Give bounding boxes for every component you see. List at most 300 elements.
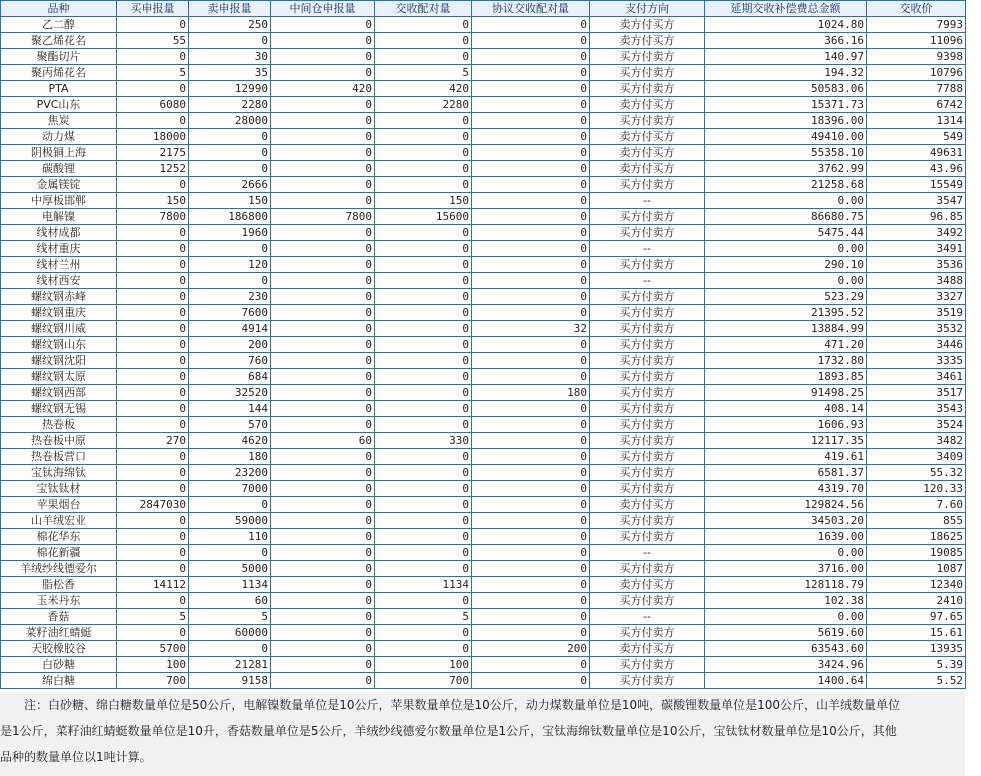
cell-agreement-matched-qty: 0 (472, 497, 590, 513)
cell-intermediate-qty: 60 (271, 433, 375, 449)
cell-sell-qty: 60 (189, 593, 271, 609)
cell-variety: 阴极铜上海 (1, 145, 117, 161)
cell-intermediate-qty: 0 (271, 609, 375, 625)
cell-intermediate-qty: 0 (271, 177, 375, 193)
cell-intermediate-qty: 0 (271, 33, 375, 49)
cell-matched-qty: 0 (375, 385, 472, 401)
cell-payment-direction: 买方付卖方 (590, 49, 705, 65)
table-row (1, 33, 966, 49)
cell-compensation-amount: 0.00 (705, 241, 867, 257)
cell-matched-qty: 0 (375, 17, 472, 33)
cell-variety: 热卷板中原 (1, 433, 117, 449)
cell-compensation-amount: 1024.80 (705, 17, 867, 33)
cell-delivery-price: 18625 (867, 529, 966, 545)
table-row (1, 337, 966, 353)
cell-delivery-price: 1087 (867, 561, 966, 577)
cell-compensation-amount: 0.00 (705, 193, 867, 209)
cell-intermediate-qty: 0 (271, 593, 375, 609)
cell-variety: 电解镍 (1, 209, 117, 225)
cell-agreement-matched-qty: 0 (472, 593, 590, 609)
cell-agreement-matched-qty: 0 (472, 529, 590, 545)
cell-payment-direction: 买方付卖方 (590, 513, 705, 529)
header-buy-qty: 买申报量 (117, 1, 189, 17)
cell-variety: 棉花华东 (1, 529, 117, 545)
cell-buy-qty: 0 (117, 257, 189, 273)
cell-buy-qty: 700 (117, 673, 189, 689)
cell-intermediate-qty: 0 (271, 321, 375, 337)
cell-matched-qty: 0 (375, 129, 472, 145)
cell-delivery-price: 3519 (867, 305, 966, 321)
cell-matched-qty: 0 (375, 465, 472, 481)
cell-sell-qty: 0 (189, 241, 271, 257)
cell-delivery-price: 15.61 (867, 625, 966, 641)
cell-buy-qty: 270 (117, 433, 189, 449)
cell-intermediate-qty: 0 (271, 465, 375, 481)
cell-matched-qty: 420 (375, 81, 472, 97)
cell-compensation-amount: 49410.00 (705, 129, 867, 145)
cell-agreement-matched-qty: 0 (472, 481, 590, 497)
cell-compensation-amount: 86680.75 (705, 209, 867, 225)
cell-intermediate-qty: 0 (271, 225, 375, 241)
table-row (1, 353, 966, 369)
cell-agreement-matched-qty: 0 (472, 33, 590, 49)
cell-sell-qty: 0 (189, 161, 271, 177)
cell-agreement-matched-qty: 0 (472, 545, 590, 561)
cell-delivery-price: 3488 (867, 273, 966, 289)
cell-sell-qty: 0 (189, 497, 271, 513)
cell-sell-qty: 230 (189, 289, 271, 305)
cell-agreement-matched-qty: 0 (472, 161, 590, 177)
table-row (1, 529, 966, 545)
cell-payment-direction: 买方付卖方 (590, 225, 705, 241)
table-header-row (1, 1, 966, 17)
cell-compensation-amount: 3716.00 (705, 561, 867, 577)
cell-sell-qty: 4914 (189, 321, 271, 337)
cell-compensation-amount: 523.29 (705, 289, 867, 305)
cell-agreement-matched-qty: 0 (472, 449, 590, 465)
cell-sell-qty: 110 (189, 529, 271, 545)
table-row (1, 497, 966, 513)
cell-variety: 螺纹钢赤峰 (1, 289, 117, 305)
cell-payment-direction: 买方付卖方 (590, 81, 705, 97)
cell-agreement-matched-qty: 0 (472, 577, 590, 593)
table-row (1, 113, 966, 129)
cell-matched-qty: 0 (375, 641, 472, 657)
cell-agreement-matched-qty: 0 (472, 337, 590, 353)
cell-sell-qty: 250 (189, 17, 271, 33)
cell-payment-direction: -- (590, 273, 705, 289)
table-row (1, 369, 966, 385)
cell-payment-direction: -- (590, 609, 705, 625)
cell-buy-qty: 7800 (117, 209, 189, 225)
cell-buy-qty: 1252 (117, 161, 189, 177)
cell-delivery-price: 3409 (867, 449, 966, 465)
cell-sell-qty: 150 (189, 193, 271, 209)
cell-compensation-amount: 63543.60 (705, 641, 867, 657)
cell-compensation-amount: 21258.68 (705, 177, 867, 193)
cell-buy-qty: 0 (117, 273, 189, 289)
cell-payment-direction: 买方付卖方 (590, 209, 705, 225)
table-row (1, 625, 966, 641)
cell-matched-qty: 0 (375, 321, 472, 337)
cell-payment-direction: 买方付卖方 (590, 673, 705, 689)
cell-buy-qty: 0 (117, 385, 189, 401)
cell-sell-qty: 7000 (189, 481, 271, 497)
cell-variety: 羊绒纱线德爱尔 (1, 561, 117, 577)
cell-matched-qty: 0 (375, 353, 472, 369)
cell-delivery-price: 1314 (867, 113, 966, 129)
cell-delivery-price: 12340 (867, 577, 966, 593)
cell-intermediate-qty: 0 (271, 481, 375, 497)
table-row (1, 577, 966, 593)
cell-matched-qty: 0 (375, 337, 472, 353)
cell-buy-qty: 0 (117, 17, 189, 33)
cell-buy-qty: 150 (117, 193, 189, 209)
cell-intermediate-qty: 0 (271, 289, 375, 305)
cell-agreement-matched-qty: 0 (472, 113, 590, 129)
cell-sell-qty: 5 (189, 609, 271, 625)
table-row (1, 161, 966, 177)
cell-compensation-amount: 290.10 (705, 257, 867, 273)
cell-variety: 聚丙烯花名 (1, 65, 117, 81)
cell-compensation-amount: 3424.96 (705, 657, 867, 673)
cell-variety: 螺纹钢太原 (1, 369, 117, 385)
cell-agreement-matched-qty: 0 (472, 417, 590, 433)
cell-agreement-matched-qty: 0 (472, 657, 590, 673)
cell-buy-qty: 14112 (117, 577, 189, 593)
cell-delivery-price: 10796 (867, 65, 966, 81)
cell-matched-qty: 0 (375, 369, 472, 385)
cell-payment-direction: 买方付卖方 (590, 433, 705, 449)
cell-agreement-matched-qty: 0 (472, 513, 590, 529)
cell-matched-qty: 0 (375, 449, 472, 465)
table-row (1, 513, 966, 529)
header-matched-qty: 交收配对量 (375, 1, 472, 17)
cell-variety: PTA (1, 81, 117, 97)
cell-matched-qty: 0 (375, 225, 472, 241)
cell-delivery-price: 55.32 (867, 465, 966, 481)
cell-matched-qty: 15600 (375, 209, 472, 225)
cell-matched-qty: 150 (375, 193, 472, 209)
cell-compensation-amount: 55358.10 (705, 145, 867, 161)
cell-agreement-matched-qty: 180 (472, 385, 590, 401)
cell-payment-direction: 卖方付买方 (590, 33, 705, 49)
table-row (1, 385, 966, 401)
cell-compensation-amount: 12117.35 (705, 433, 867, 449)
cell-agreement-matched-qty: 0 (472, 129, 590, 145)
cell-delivery-price: 3543 (867, 401, 966, 417)
cell-variety: 宝钛钛材 (1, 481, 117, 497)
cell-payment-direction: 买方付卖方 (590, 401, 705, 417)
cell-agreement-matched-qty: 0 (472, 673, 590, 689)
header-variety: 品种 (1, 1, 117, 17)
cell-variety: 碳酸锂 (1, 161, 117, 177)
cell-agreement-matched-qty: 0 (472, 145, 590, 161)
cell-buy-qty: 0 (117, 593, 189, 609)
cell-delivery-price: 3547 (867, 193, 966, 209)
cell-variety: 白砂糖 (1, 657, 117, 673)
cell-agreement-matched-qty: 0 (472, 433, 590, 449)
cell-compensation-amount: 1639.00 (705, 529, 867, 545)
cell-variety: 聚乙烯花名 (1, 33, 117, 49)
cell-compensation-amount: 0.00 (705, 273, 867, 289)
cell-sell-qty: 21281 (189, 657, 271, 673)
cell-variety: 线材兰州 (1, 257, 117, 273)
cell-variety: 线材重庆 (1, 241, 117, 257)
cell-delivery-price: 3536 (867, 257, 966, 273)
cell-variety: 宝钛海绵钛 (1, 465, 117, 481)
cell-buy-qty: 0 (117, 241, 189, 257)
cell-matched-qty: 0 (375, 497, 472, 513)
cell-matched-qty: 0 (375, 177, 472, 193)
header-delivery-price: 交收价 (867, 1, 966, 17)
cell-buy-qty: 0 (117, 321, 189, 337)
cell-intermediate-qty: 0 (271, 193, 375, 209)
cell-payment-direction: 买方付卖方 (590, 289, 705, 305)
cell-sell-qty: 200 (189, 337, 271, 353)
cell-intermediate-qty: 0 (271, 417, 375, 433)
footnote-line-1: 注：白砂糖、绵白糖数量单位是50公斤，电解镍数量单位是10公斤，苹果数量单位是10公斤，动力煤数量单位是10吨，碳酸锂数量单位是100公斤，山羊绒数量单位 (0, 698, 900, 712)
cell-agreement-matched-qty: 0 (472, 17, 590, 33)
cell-intermediate-qty: 0 (271, 113, 375, 129)
cell-intermediate-qty: 0 (271, 65, 375, 81)
cell-sell-qty: 7600 (189, 305, 271, 321)
table-row (1, 641, 966, 657)
cell-intermediate-qty: 420 (271, 81, 375, 97)
cell-delivery-price: 96.85 (867, 209, 966, 225)
cell-buy-qty: 0 (117, 417, 189, 433)
cell-compensation-amount: 129824.56 (705, 497, 867, 513)
cell-variety: 绵白糖 (1, 673, 117, 689)
cell-payment-direction: -- (590, 193, 705, 209)
cell-payment-direction: -- (590, 241, 705, 257)
cell-agreement-matched-qty: 0 (472, 193, 590, 209)
cell-payment-direction: 买方付卖方 (590, 529, 705, 545)
table-row (1, 561, 966, 577)
cell-variety: 天胶橡胶谷 (1, 641, 117, 657)
cell-variety: 线材西安 (1, 273, 117, 289)
cell-intermediate-qty: 0 (271, 273, 375, 289)
cell-delivery-price: 3492 (867, 225, 966, 241)
header-compensation-amount: 延期交收补偿费总金额 (705, 1, 867, 17)
cell-agreement-matched-qty: 0 (472, 401, 590, 417)
cell-delivery-price: 2410 (867, 593, 966, 609)
cell-intermediate-qty: 0 (271, 561, 375, 577)
cell-intermediate-qty: 0 (271, 513, 375, 529)
cell-delivery-price: 3461 (867, 369, 966, 385)
cell-payment-direction: 卖方付买方 (590, 145, 705, 161)
cell-delivery-price: 3446 (867, 337, 966, 353)
cell-variety: 线材成都 (1, 225, 117, 241)
cell-variety: 脂松香 (1, 577, 117, 593)
cell-sell-qty: 1960 (189, 225, 271, 241)
cell-variety: 焦炭 (1, 113, 117, 129)
cell-matched-qty: 0 (375, 257, 472, 273)
cell-delivery-price: 7788 (867, 81, 966, 97)
cell-buy-qty: 2175 (117, 145, 189, 161)
cell-matched-qty: 0 (375, 33, 472, 49)
cell-payment-direction: 买方付卖方 (590, 65, 705, 81)
table-row (1, 257, 966, 273)
cell-payment-direction: 买方付卖方 (590, 305, 705, 321)
cell-sell-qty: 0 (189, 273, 271, 289)
cell-compensation-amount: 21395.52 (705, 305, 867, 321)
cell-agreement-matched-qty: 0 (472, 49, 590, 65)
cell-buy-qty: 0 (117, 465, 189, 481)
cell-variety: 热卷板 (1, 417, 117, 433)
cell-compensation-amount: 3762.99 (705, 161, 867, 177)
cell-matched-qty: 0 (375, 625, 472, 641)
cell-matched-qty: 0 (375, 113, 472, 129)
cell-payment-direction: 买方付卖方 (590, 369, 705, 385)
table-row (1, 145, 966, 161)
cell-variety: 中厚板邯郸 (1, 193, 117, 209)
cell-delivery-price: 19085 (867, 545, 966, 561)
header-sell-qty: 卖申报量 (189, 1, 271, 17)
table-row (1, 433, 966, 449)
cell-compensation-amount: 4319.70 (705, 481, 867, 497)
cell-buy-qty: 0 (117, 337, 189, 353)
cell-matched-qty: 0 (375, 241, 472, 257)
cell-intermediate-qty: 0 (271, 449, 375, 465)
cell-compensation-amount: 1606.93 (705, 417, 867, 433)
table-row (1, 401, 966, 417)
cell-payment-direction: 卖方付买方 (590, 129, 705, 145)
cell-sell-qty: 28000 (189, 113, 271, 129)
cell-intermediate-qty: 0 (271, 497, 375, 513)
cell-delivery-price: 49631 (867, 145, 966, 161)
cell-sell-qty: 4620 (189, 433, 271, 449)
cell-agreement-matched-qty: 32 (472, 321, 590, 337)
cell-matched-qty: 5 (375, 65, 472, 81)
cell-sell-qty: 144 (189, 401, 271, 417)
cell-matched-qty: 0 (375, 593, 472, 609)
cell-intermediate-qty: 0 (271, 129, 375, 145)
cell-variety: 热卷板营口 (1, 449, 117, 465)
cell-buy-qty: 0 (117, 449, 189, 465)
cell-payment-direction: 买方付卖方 (590, 481, 705, 497)
cell-matched-qty: 0 (375, 561, 472, 577)
cell-agreement-matched-qty: 200 (472, 641, 590, 657)
cell-compensation-amount: 13884.99 (705, 321, 867, 337)
table-row (1, 65, 966, 81)
cell-buy-qty: 5700 (117, 641, 189, 657)
cell-sell-qty: 5000 (189, 561, 271, 577)
cell-payment-direction: 买方付卖方 (590, 113, 705, 129)
cell-intermediate-qty: 0 (271, 657, 375, 673)
cell-delivery-price: 3517 (867, 385, 966, 401)
cell-compensation-amount: 1893.85 (705, 369, 867, 385)
cell-compensation-amount: 366.16 (705, 33, 867, 49)
cell-compensation-amount: 140.97 (705, 49, 867, 65)
cell-variety: 香菇 (1, 609, 117, 625)
cell-agreement-matched-qty: 0 (472, 625, 590, 641)
cell-buy-qty: 0 (117, 289, 189, 305)
cell-matched-qty: 5 (375, 609, 472, 625)
cell-compensation-amount: 5475.44 (705, 225, 867, 241)
cell-compensation-amount: 0.00 (705, 609, 867, 625)
cell-buy-qty: 0 (117, 625, 189, 641)
cell-payment-direction: 买方付卖方 (590, 353, 705, 369)
table-row (1, 305, 966, 321)
cell-payment-direction: 卖方付买方 (590, 17, 705, 33)
cell-delivery-price: 7993 (867, 17, 966, 33)
cell-agreement-matched-qty: 0 (472, 225, 590, 241)
cell-agreement-matched-qty: 0 (472, 65, 590, 81)
cell-agreement-matched-qty: 0 (472, 465, 590, 481)
cell-payment-direction: 买方付卖方 (590, 321, 705, 337)
cell-sell-qty: 120 (189, 257, 271, 273)
cell-payment-direction: 卖方付买方 (590, 497, 705, 513)
cell-variety: 苹果烟台 (1, 497, 117, 513)
cell-matched-qty: 0 (375, 289, 472, 305)
cell-sell-qty: 0 (189, 641, 271, 657)
table-row (1, 289, 966, 305)
cell-buy-qty: 18000 (117, 129, 189, 145)
cell-delivery-price: 13935 (867, 641, 966, 657)
cell-agreement-matched-qty: 0 (472, 369, 590, 385)
cell-compensation-amount: 6581.37 (705, 465, 867, 481)
cell-compensation-amount: 419.61 (705, 449, 867, 465)
cell-delivery-price: 3491 (867, 241, 966, 257)
cell-sell-qty: 760 (189, 353, 271, 369)
cell-buy-qty: 0 (117, 481, 189, 497)
cell-variety: 螺纹钢沈阳 (1, 353, 117, 369)
cell-buy-qty: 5 (117, 65, 189, 81)
cell-delivery-price: 97.65 (867, 609, 966, 625)
cell-variety: 金属镁锭 (1, 177, 117, 193)
cell-delivery-price: 5.52 (867, 673, 966, 689)
cell-buy-qty: 2847030 (117, 497, 189, 513)
cell-buy-qty: 0 (117, 401, 189, 417)
cell-sell-qty: 0 (189, 33, 271, 49)
cell-compensation-amount: 34503.20 (705, 513, 867, 529)
table-row (1, 673, 966, 689)
cell-intermediate-qty: 0 (271, 49, 375, 65)
cell-sell-qty: 12990 (189, 81, 271, 97)
cell-agreement-matched-qty: 0 (472, 305, 590, 321)
cell-payment-direction: 买方付卖方 (590, 417, 705, 433)
cell-buy-qty: 0 (117, 513, 189, 529)
cell-intermediate-qty: 0 (271, 241, 375, 257)
cell-intermediate-qty: 0 (271, 369, 375, 385)
cell-agreement-matched-qty: 0 (472, 209, 590, 225)
cell-payment-direction: 卖方付买方 (590, 641, 705, 657)
cell-delivery-price: 15549 (867, 177, 966, 193)
cell-delivery-price: 855 (867, 513, 966, 529)
footnote (0, 692, 965, 776)
cell-intermediate-qty: 0 (271, 145, 375, 161)
cell-intermediate-qty: 0 (271, 17, 375, 33)
cell-buy-qty: 0 (117, 561, 189, 577)
cell-matched-qty: 2280 (375, 97, 472, 113)
cell-buy-qty: 0 (117, 529, 189, 545)
cell-delivery-price: 549 (867, 129, 966, 145)
cell-buy-qty: 0 (117, 353, 189, 369)
table-row (1, 225, 966, 241)
cell-sell-qty: 23200 (189, 465, 271, 481)
cell-payment-direction: 卖方付买方 (590, 97, 705, 113)
cell-buy-qty: 0 (117, 49, 189, 65)
cell-delivery-price: 7.60 (867, 497, 966, 513)
cell-variety: 棉花新疆 (1, 545, 117, 561)
cell-matched-qty: 1134 (375, 577, 472, 593)
cell-delivery-price: 3335 (867, 353, 966, 369)
cell-intermediate-qty: 0 (271, 529, 375, 545)
cell-variety: 玉米丹东 (1, 593, 117, 609)
cell-agreement-matched-qty: 0 (472, 353, 590, 369)
table-row (1, 273, 966, 289)
